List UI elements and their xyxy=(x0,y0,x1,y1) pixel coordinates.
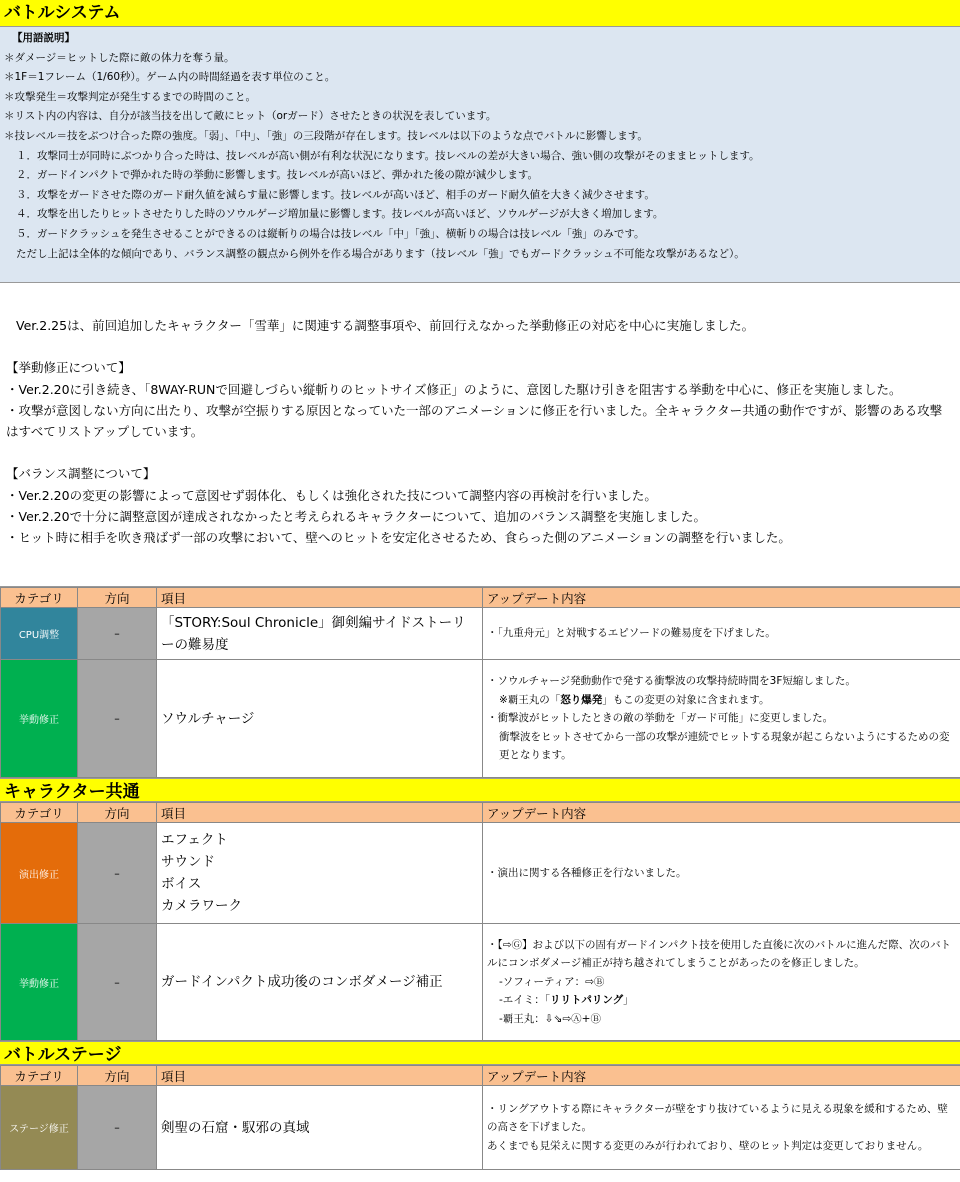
update-line: -ソフィーティア：⇨Ⓑ xyxy=(499,975,605,988)
balance-line: ・ヒット時に相手を吹き飛ばず一部の攻撃において、壁へのヒットを安定化させるため、食らった側のアニメーションの調整を行いました。 xyxy=(6,530,791,546)
table-row xyxy=(1,1086,960,1170)
glossary-item: ５．ガードクラッシュを発生させることができるのは縦斬りの場合は技レベル「中」「強」、横斬りの場合は技レベル「強」のみです。 xyxy=(16,227,645,240)
col-header-category: カテゴリ xyxy=(1,1066,78,1086)
update-line: ・衝撃波がヒットしたときの敵の挙動を「ガード可能」に変更しました。 xyxy=(487,712,834,725)
category-badge-cpu: CPU調整 xyxy=(1,608,78,660)
item-cell: ソウルチャージ xyxy=(157,660,483,778)
table-row xyxy=(1,660,960,778)
direction-cell: – xyxy=(78,608,157,660)
update-line: 衝撃波をヒットさせてから一部の攻撃が連続でヒットする現象が起こらないようにするための変更となります。 xyxy=(499,730,950,762)
col-header-direction: 方向 xyxy=(78,803,157,823)
stage-table xyxy=(0,1065,960,1170)
direction-cell: – xyxy=(78,924,157,1041)
update-cell xyxy=(483,924,960,1041)
col-header-direction: 方向 xyxy=(78,588,157,608)
table-row xyxy=(1,823,960,924)
balance-line: ・Ver.2.20の変更の影響によって意図せず弱体化、もしくは強化された技について調整内容の再検討を行いました。 xyxy=(6,487,657,503)
col-header-direction: 方向 xyxy=(78,1066,157,1086)
item-line: カメラワーク xyxy=(161,898,242,914)
common-table xyxy=(0,802,960,1041)
balance-line: ・Ver.2.20で十分に調整意図が達成されなかったと考えられるキャラクターについて、追加のバランス調整を実施しました。 xyxy=(6,509,706,525)
col-header-item: 項目 xyxy=(157,1066,483,1086)
glossary-line: ＊ダメージ＝ヒットした際に敵の体力を奪う量。 xyxy=(4,51,235,64)
update-note: ※覇王丸の「怒り爆発」もこの変更の対象に含まれます。 xyxy=(499,693,770,706)
glossary-line: ＊1F＝1フレーム（1/60秒）。ゲーム内の時間経過を表す単位のこと。 xyxy=(4,71,336,84)
update-line: ・リングアウトする際にキャラクターが壁をすり抜けているように見える現象を緩和するため、壁の高さを下げました。 xyxy=(487,1102,948,1134)
item-cell: 「STORY:Soul Chronicle」御剣編サイドストーリーの難易度 xyxy=(157,608,483,660)
glossary-heading: 【用語説明】 xyxy=(12,32,75,44)
update-cell: ・「九重舟元」と対戦するエピソードの難易度を下げました。 xyxy=(483,608,960,660)
intro-lead: Ver.2.25は、前回追加したキャラクター「雪華」に関連する調整事項や、前回行えなかった挙動修正の対応を中心に実施しました。 xyxy=(16,318,755,333)
behavior-line: ・攻撃が意図しない方向に出たり、攻撃が空振りする原因となっていた一部のアニメーションに修正を行いました。全キャラクター共通の動作ですが、影響のある攻撃はすべてリストアップしています。 xyxy=(6,402,943,440)
category-badge-behavior: 挙動修正 xyxy=(1,924,78,1041)
col-header-item: 項目 xyxy=(157,588,483,608)
col-header-update: アップデート内容 xyxy=(483,1066,960,1086)
table-header-row xyxy=(1,1066,960,1086)
category-badge-behavior: 挙動修正 xyxy=(1,660,78,778)
direction-cell: – xyxy=(78,823,157,924)
category-badge-effect: 演出修正 xyxy=(1,823,78,924)
item-line: サウンド xyxy=(161,854,215,870)
table-header-row xyxy=(1,803,960,823)
item-cell: ガードインパクト成功後のコンボダメージ補正 xyxy=(157,924,483,1041)
glossary-item: ４．攻撃を出したりヒットさせたりした時のソウルゲージ増加量に影響します。技レベルが高いほど、ソウルゲージが大きく増加します。 xyxy=(16,208,664,221)
direction-cell: – xyxy=(78,660,157,778)
col-header-update: アップデート内容 xyxy=(483,588,960,608)
update-cell xyxy=(483,1086,960,1170)
item-cell xyxy=(157,823,483,924)
table-row xyxy=(1,924,960,1041)
glossary-note: ただし上記は全体的な傾向であり、バランス調整の観点から例外を作る場合があります（技レベル「強」でもガードクラッシュ不可能な攻撃があるなど）。 xyxy=(16,247,745,260)
item-line: エフェクト xyxy=(161,832,228,848)
glossary-item: １．攻撃同士が同時にぶつかり合った時は、技レベルが高い側が有利な状況になります。技レベルの差が大きい場合、強い側の攻撃がそのままヒットします。 xyxy=(16,149,760,162)
update-line: -エイミ：「リリトパリング」 xyxy=(499,994,634,1007)
category-badge-stage: ステージ修正 xyxy=(1,1086,78,1170)
battle-system-table xyxy=(0,587,960,778)
col-header-update: アップデート内容 xyxy=(483,803,960,823)
item-line: ボイス xyxy=(161,876,202,892)
section-title-stage: バトルステージ xyxy=(0,1041,960,1065)
glossary-item: ３．攻撃をガードさせた際のガード耐久値を減らす量に影響します。技レベルが高いほど、相手のガード耐久値を大きく減少させます。 xyxy=(16,188,655,201)
update-line: ・【⇨Ⓖ】および以下の固有ガードインパクト技を使用した直後に次のバトルに進んだ際、次のバトルにコンボダメージ補正が持ち越されてしまうことがあったのを修正しました。 xyxy=(487,938,951,970)
update-cell: ・演出に関する各種修正を行ないました。 xyxy=(483,823,960,924)
glossary-box xyxy=(0,27,960,283)
item-cell: 剣聖の石窟・馭邪の真域 xyxy=(157,1086,483,1170)
update-line: あくまでも見栄えに関する変更のみが行われており、壁のヒット判定は変更しておりません。 xyxy=(487,1139,929,1152)
table-header-row xyxy=(1,588,960,608)
behavior-line: ・Ver.2.20に引き続き、「8WAY-RUNで回避しづらい縦斬りのヒットサイズ修正」のように、意図した駆け引きを阻害する挙動を中心に、修正を実施しました。 xyxy=(6,381,902,397)
table-row xyxy=(1,608,960,660)
direction-cell: – xyxy=(78,1086,157,1170)
glossary-line: ＊攻撃発生＝攻撃判定が発生するまでの時間のこと。 xyxy=(4,90,256,103)
col-header-category: カテゴリ xyxy=(1,588,78,608)
section-title-common: キャラクター共通 xyxy=(0,778,960,802)
glossary-line: ＊リスト内の内容は、自分が該当技を出して敵にヒット（orガード）させたときの状況を表しています。 xyxy=(4,110,497,123)
col-header-category: カテゴリ xyxy=(1,803,78,823)
glossary-item: ２．ガードインパクトで弾かれた時の挙動に影響します。技レベルが高いほど、弾かれた後の隙が減少します。 xyxy=(16,169,539,182)
move-name: 怒り爆発 xyxy=(560,693,603,706)
section-title-battle-system: バトルシステム xyxy=(0,0,960,27)
update-line: -覇王丸：⇩⇘⇨Ⓐ+Ⓑ xyxy=(499,1012,601,1025)
move-name: リリトパリング xyxy=(550,994,624,1007)
intro-text-block xyxy=(0,283,960,587)
col-header-item: 項目 xyxy=(157,803,483,823)
balance-heading: 【バランス調整について】 xyxy=(6,466,156,482)
glossary-line: ＊技レベル＝技をぶつけ合った際の強度。「弱」、「中」、「強」の三段階が存在します。技レベルは以下のような点でバトルに影響します。 xyxy=(4,129,648,142)
update-cell xyxy=(483,660,960,778)
behavior-heading: 【挙動修正について】 xyxy=(6,360,131,376)
update-line: ・ソウルチャージ発動動作で発する衝撃波の攻撃持続時間を3F短縮しました。 xyxy=(487,675,856,688)
